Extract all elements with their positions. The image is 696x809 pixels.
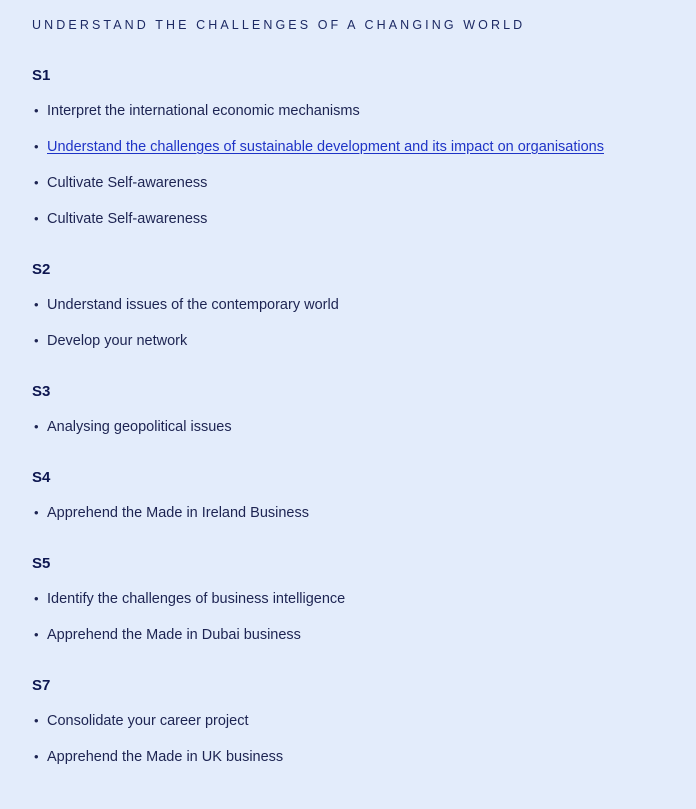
bullet-icon: •	[34, 139, 39, 154]
semester-s4	[32, 469, 696, 541]
semester-s1	[32, 67, 696, 247]
course-label: Understand issues of the contemporary world	[47, 297, 339, 313]
course-list	[32, 297, 696, 369]
course-item	[32, 103, 696, 139]
semester-s3	[32, 383, 696, 455]
course-label: Apprehend the Made in Dubai business	[47, 627, 301, 643]
course-label: Cultivate Self-awareness	[47, 211, 208, 227]
course-label: Analysing geopolitical issues	[47, 419, 232, 435]
semester-heading: S5	[32, 555, 51, 572]
course-label: Cultivate Self-awareness	[47, 175, 208, 191]
course-label: Consolidate your career project	[47, 713, 249, 729]
course-item[interactable]	[32, 139, 696, 175]
course-item	[32, 211, 696, 247]
course-item	[32, 333, 696, 369]
course-label: Develop your network	[47, 333, 188, 349]
bullet-icon: •	[34, 175, 39, 190]
semester-list	[32, 67, 696, 785]
semester-heading: S1	[32, 67, 51, 84]
bullet-icon: •	[34, 333, 39, 348]
course-list	[32, 591, 696, 663]
course-link[interactable]: Understand the challenges of sustainable development and its impact on organisations	[47, 139, 604, 155]
course-list	[32, 713, 696, 785]
bullet-icon: •	[34, 627, 39, 642]
semester-s5	[32, 555, 696, 663]
bullet-icon: •	[34, 297, 39, 312]
course-item	[32, 297, 696, 333]
course-label: Apprehend the Made in Ireland Business	[47, 505, 309, 521]
semester-heading: S3	[32, 383, 51, 400]
course-label: Interpret the international economic mechanisms	[47, 103, 360, 119]
section-title: UNDERSTAND THE CHALLENGES OF A CHANGING WORLD	[32, 18, 526, 32]
bullet-icon: •	[34, 749, 39, 764]
bullet-icon: •	[34, 505, 39, 520]
course-item	[32, 749, 696, 785]
course-item	[32, 175, 696, 211]
course-item	[32, 505, 696, 541]
bullet-icon: •	[34, 211, 39, 226]
course-item	[32, 627, 696, 663]
semester-heading: S2	[32, 261, 51, 278]
bullet-icon: •	[34, 103, 39, 118]
course-item	[32, 713, 696, 749]
semester-heading: S7	[32, 677, 51, 694]
semester-s2	[32, 261, 696, 369]
course-label: Identify the challenges of business intelligence	[47, 591, 346, 607]
course-item	[32, 591, 696, 627]
course-list	[32, 419, 696, 455]
course-list	[32, 505, 696, 541]
course-item	[32, 419, 696, 455]
bullet-icon: •	[34, 713, 39, 728]
semester-heading: S4	[32, 469, 51, 486]
course-list	[32, 103, 696, 247]
bullet-icon: •	[34, 591, 39, 606]
course-label: Apprehend the Made in UK business	[47, 749, 284, 765]
bullet-icon: •	[34, 419, 39, 434]
semester-s7	[32, 677, 696, 785]
